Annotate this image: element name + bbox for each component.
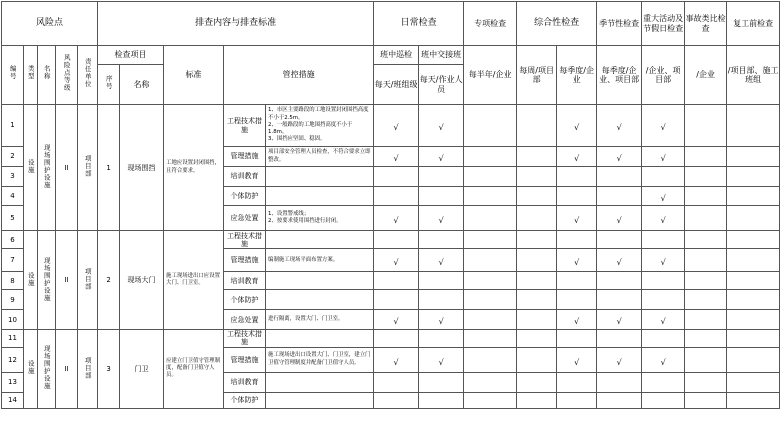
check-cell — [685, 392, 727, 408]
check-cell — [464, 105, 517, 147]
header-special-freq: 每半年/企业 — [464, 46, 517, 105]
cell-item: 门卫 — [120, 329, 164, 408]
check-cell — [374, 167, 419, 187]
check-cell — [727, 147, 780, 167]
cell-seq: 3 — [98, 329, 120, 408]
table-row — [2, 231, 780, 249]
check-cell — [642, 105, 685, 147]
check-mark: √ — [438, 216, 444, 226]
check-cell — [597, 392, 642, 408]
check-mark: √ — [616, 123, 622, 133]
check-mark: √ — [438, 123, 444, 133]
check-cell — [557, 206, 597, 231]
check-cell — [685, 372, 727, 392]
cell-measure — [266, 372, 374, 392]
check-cell — [597, 206, 642, 231]
check-cell — [419, 310, 464, 329]
check-cell — [685, 249, 727, 272]
cell-category: 管理措施 — [224, 347, 266, 372]
check-mark: √ — [660, 154, 666, 164]
header-shift-freq: 每天/作业人员 — [419, 65, 464, 105]
check-mark: √ — [660, 216, 666, 226]
cell-item: 现场围挡 — [120, 105, 164, 231]
check-mark: √ — [616, 357, 622, 367]
check-cell — [597, 310, 642, 329]
cell-measure — [266, 272, 374, 290]
check-cell — [557, 167, 597, 187]
cell-measure: 编制施工现场平面布置方案。 — [266, 249, 374, 272]
check-cell — [557, 231, 597, 249]
header-daily: 日常检查 — [374, 2, 464, 46]
table-row — [2, 329, 780, 347]
check-cell — [517, 167, 557, 187]
row-no: 9 — [2, 290, 24, 310]
cell-unit — [78, 329, 98, 408]
check-cell — [642, 167, 685, 187]
check-cell — [374, 392, 419, 408]
check-cell — [597, 231, 642, 249]
check-cell — [517, 206, 557, 231]
cell-measure: 1、市区主要路段的工地设置封闭围挡高度不小于2.5m。 2、一般路段的工地围挡高度不小于1.8m。 3、围挡应坚固、稳固。 — [266, 105, 374, 147]
header-comp-quarterly: 每季度/企业 — [557, 46, 597, 105]
row-no: 8 — [2, 272, 24, 290]
check-cell — [419, 392, 464, 408]
check-mark: √ — [616, 317, 622, 327]
check-cell — [557, 249, 597, 272]
check-mark: √ — [616, 258, 622, 268]
check-cell — [727, 249, 780, 272]
check-cell — [464, 147, 517, 167]
header-item-name: 名称 — [120, 65, 164, 105]
cell-category: 工程技术措施 — [224, 329, 266, 347]
row-no: 3 — [2, 167, 24, 187]
cell-unit-text: 项目部 — [83, 267, 92, 291]
check-cell — [419, 167, 464, 187]
check-cell — [419, 372, 464, 392]
header-standard: 标准 — [164, 46, 224, 105]
cell-measure: 1、设置警戒线； 2、按要求使用围挡进行封闭。 — [266, 206, 374, 231]
cell-unit — [78, 231, 98, 329]
check-cell — [727, 105, 780, 147]
check-cell — [464, 272, 517, 290]
check-mark: √ — [660, 317, 666, 327]
check-cell — [642, 187, 685, 206]
cell-item: 现场大门 — [120, 231, 164, 329]
check-mark: √ — [438, 317, 444, 327]
cell-unit-text: 项目部 — [83, 356, 92, 379]
check-cell — [374, 206, 419, 231]
check-cell — [374, 231, 419, 249]
check-cell — [419, 206, 464, 231]
check-cell — [727, 206, 780, 231]
check-cell — [597, 147, 642, 167]
risk-check-table — [1, 1, 780, 409]
check-cell — [642, 310, 685, 329]
check-cell — [464, 187, 517, 206]
check-cell — [727, 272, 780, 290]
check-cell — [557, 347, 597, 372]
check-cell — [597, 290, 642, 310]
check-mark: √ — [660, 258, 666, 268]
check-cell — [464, 310, 517, 329]
check-cell — [557, 310, 597, 329]
header-comp-weekly: 每周/项目部 — [517, 46, 557, 105]
check-cell — [374, 272, 419, 290]
check-cell — [727, 167, 780, 187]
cell-measure — [266, 329, 374, 347]
row-no: 11 — [2, 329, 24, 347]
cell-unit — [78, 105, 98, 231]
check-cell — [517, 231, 557, 249]
check-cell — [685, 206, 727, 231]
check-cell — [597, 105, 642, 147]
header-name: 名称 — [38, 46, 56, 105]
check-cell — [685, 167, 727, 187]
row-no: 7 — [2, 249, 24, 272]
check-mark: √ — [393, 216, 399, 226]
cell-measure — [266, 290, 374, 310]
cell-category: 管理措施 — [224, 147, 266, 167]
check-cell — [517, 187, 557, 206]
check-cell — [419, 290, 464, 310]
check-cell — [419, 231, 464, 249]
cell-category: 工程技术措施 — [224, 231, 266, 249]
cell-category: 应急处置 — [224, 310, 266, 329]
check-cell — [557, 290, 597, 310]
check-cell — [464, 347, 517, 372]
cell-category: 工程技术措施 — [224, 105, 266, 147]
check-cell — [685, 147, 727, 167]
check-cell — [557, 105, 597, 147]
header-patrol-freq: 每天/班组级 — [374, 65, 419, 105]
check-cell — [557, 272, 597, 290]
cell-type-text: 设施 — [26, 360, 35, 376]
cell-name — [38, 329, 56, 408]
check-cell — [464, 372, 517, 392]
check-cell — [464, 231, 517, 249]
check-mark: √ — [393, 123, 399, 133]
header-no: 编号 — [2, 46, 24, 105]
check-mark: √ — [393, 357, 399, 367]
cell-measure: 进行隔离，设置大门、门卫室。 — [266, 310, 374, 329]
check-cell — [685, 347, 727, 372]
check-cell — [642, 147, 685, 167]
row-no: 10 — [2, 310, 24, 329]
check-cell — [642, 272, 685, 290]
check-cell — [464, 392, 517, 408]
header-control: 管控措施 — [224, 46, 374, 105]
check-mark: √ — [393, 258, 399, 268]
cell-type-text: 设施 — [26, 271, 35, 287]
cell-category: 培训教育 — [224, 272, 266, 290]
cell-unit-text: 项目部 — [83, 155, 92, 178]
check-cell — [419, 249, 464, 272]
check-mark: √ — [393, 154, 399, 164]
header-patrol: 班中巡检 — [374, 46, 419, 65]
check-cell — [597, 187, 642, 206]
check-cell — [597, 372, 642, 392]
cell-category: 应急处置 — [224, 206, 266, 231]
check-cell — [464, 167, 517, 187]
check-cell — [517, 272, 557, 290]
cell-level: II — [56, 105, 78, 231]
cell-measure: 项目部安全管理人员检查，不符合要求立即整改。 — [266, 147, 374, 167]
cell-seq: 1 — [98, 105, 120, 231]
row-no: 14 — [2, 392, 24, 408]
cell-type — [24, 329, 38, 408]
check-cell — [727, 290, 780, 310]
check-mark: √ — [438, 357, 444, 367]
cell-category: 培训教育 — [224, 167, 266, 187]
check-cell — [517, 147, 557, 167]
cell-type-text: 设施 — [26, 159, 35, 175]
header-seasonal-freq: 每季度/企业、项目部 — [597, 46, 642, 105]
check-cell — [557, 147, 597, 167]
cell-seq: 2 — [98, 231, 120, 329]
row-no: 1 — [2, 105, 24, 147]
check-cell — [374, 347, 419, 372]
header-risk-level: 风险点等级 — [56, 46, 78, 105]
check-cell — [557, 329, 597, 347]
check-cell — [517, 372, 557, 392]
cell-standard: 工地应设置封闭围挡，且符合要求。 — [164, 105, 224, 231]
cell-name-text: 现场围护设施 — [42, 256, 51, 302]
check-cell — [374, 249, 419, 272]
check-cell — [464, 206, 517, 231]
cell-category: 个体防护 — [224, 290, 266, 310]
check-mark: √ — [616, 154, 622, 164]
cell-level: II — [56, 329, 78, 408]
check-cell — [517, 329, 557, 347]
cell-standard: 施工现场进出口应设置大门、门卫室。 — [164, 231, 224, 329]
cell-category: 个体防护 — [224, 392, 266, 408]
check-mark: √ — [438, 258, 444, 268]
check-cell — [597, 249, 642, 272]
check-cell — [685, 272, 727, 290]
check-cell — [464, 290, 517, 310]
header-risk-point: 风险点 — [2, 2, 98, 46]
check-cell — [517, 347, 557, 372]
check-cell — [374, 329, 419, 347]
header-accident-analog: 事故类比检查 — [685, 2, 727, 46]
check-cell — [374, 310, 419, 329]
check-mark: √ — [616, 216, 622, 226]
check-cell — [419, 105, 464, 147]
cell-type — [24, 231, 38, 329]
check-cell — [642, 231, 685, 249]
cell-name — [38, 105, 56, 231]
check-cell — [597, 329, 642, 347]
check-cell — [517, 105, 557, 147]
check-cell — [727, 231, 780, 249]
check-mark: √ — [660, 194, 666, 203]
check-cell — [685, 329, 727, 347]
header-resp-unit: 责任单位 — [78, 46, 98, 105]
check-mark: √ — [438, 154, 444, 164]
row-no: 4 — [2, 187, 24, 206]
check-mark: √ — [574, 216, 580, 226]
cell-measure — [266, 231, 374, 249]
check-cell — [642, 347, 685, 372]
check-cell — [464, 249, 517, 272]
cell-standard: 应建立门卫值守管理制度，配备门卫值守人员。 — [164, 329, 224, 408]
cell-category: 个体防护 — [224, 187, 266, 206]
check-cell — [685, 231, 727, 249]
check-mark: √ — [574, 154, 580, 164]
check-cell — [727, 347, 780, 372]
row-no: 13 — [2, 372, 24, 392]
header-accident-freq: /企业 — [685, 46, 727, 105]
check-cell — [642, 372, 685, 392]
header-comprehensive: 综合性检查 — [517, 2, 597, 46]
check-cell — [557, 392, 597, 408]
check-cell — [557, 187, 597, 206]
check-cell — [685, 105, 727, 147]
check-cell — [642, 206, 685, 231]
check-cell — [419, 187, 464, 206]
check-mark: √ — [660, 357, 666, 367]
check-cell — [374, 372, 419, 392]
check-cell — [464, 329, 517, 347]
cell-measure — [266, 167, 374, 187]
check-cell — [642, 249, 685, 272]
header-resume-freq: /项目部、施工班组 — [727, 46, 780, 105]
check-cell — [642, 290, 685, 310]
cell-level: II — [56, 231, 78, 329]
check-mark: √ — [574, 123, 580, 133]
check-cell — [685, 187, 727, 206]
cell-name — [38, 231, 56, 329]
check-mark: √ — [574, 258, 580, 268]
check-cell — [374, 290, 419, 310]
check-mark: √ — [574, 317, 580, 327]
cell-measure — [266, 392, 374, 408]
check-cell — [419, 329, 464, 347]
cell-category: 管理措施 — [224, 249, 266, 272]
check-cell — [374, 147, 419, 167]
header-resume-work: 复工前检查 — [727, 2, 780, 46]
header-major-freq: /企业、项目部 — [642, 46, 685, 105]
cell-type — [24, 105, 38, 231]
header-standard-group: 排查内容与排查标准 — [98, 2, 374, 46]
check-cell — [597, 167, 642, 187]
cell-name-text: 现场围护设施 — [42, 345, 51, 391]
cell-category: 培训教育 — [224, 372, 266, 392]
cell-name-text: 现场围护设施 — [42, 144, 51, 190]
header-seq: 序号 — [98, 65, 120, 105]
check-cell — [685, 290, 727, 310]
check-cell — [374, 105, 419, 147]
check-cell — [517, 310, 557, 329]
check-cell — [374, 187, 419, 206]
header-major-event: 重大活动及节假日检查 — [642, 2, 685, 46]
check-cell — [727, 372, 780, 392]
table-body — [2, 105, 780, 409]
row-no: 6 — [2, 231, 24, 249]
header-check-item: 检查项目 — [98, 46, 164, 65]
check-mark: √ — [574, 357, 580, 367]
row-no: 5 — [2, 206, 24, 231]
check-cell — [727, 329, 780, 347]
check-cell — [597, 347, 642, 372]
check-mark: √ — [660, 123, 666, 133]
check-mark: √ — [393, 317, 399, 327]
header-type: 类型 — [24, 46, 38, 105]
check-cell — [642, 392, 685, 408]
check-cell — [557, 372, 597, 392]
check-cell — [727, 392, 780, 408]
cell-measure: 施工现场进出口设置大门、门卫室，建立门卫值守管理制度并配备门卫值守人员。 — [266, 347, 374, 372]
check-cell — [517, 290, 557, 310]
table-row — [2, 105, 780, 147]
row-no: 12 — [2, 347, 24, 372]
cell-measure — [266, 187, 374, 206]
check-cell — [597, 272, 642, 290]
check-cell — [517, 249, 557, 272]
check-cell — [517, 392, 557, 408]
check-cell — [642, 329, 685, 347]
header-seasonal: 季节性检查 — [597, 2, 642, 46]
check-cell — [727, 310, 780, 329]
check-cell — [419, 147, 464, 167]
check-cell — [727, 187, 780, 206]
check-cell — [685, 310, 727, 329]
header-special: 专项检查 — [464, 2, 517, 46]
check-cell — [419, 347, 464, 372]
header-shift: 班中交接班 — [419, 46, 464, 65]
row-no: 2 — [2, 147, 24, 167]
check-cell — [419, 272, 464, 290]
